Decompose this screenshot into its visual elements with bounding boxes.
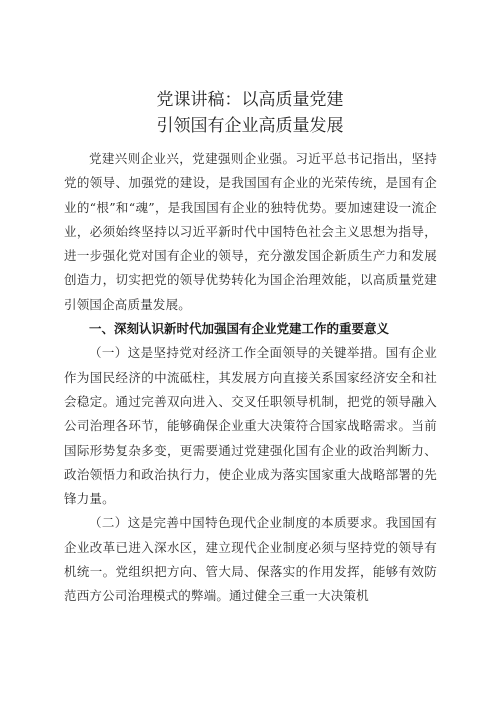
document-title-line-1: 党课讲稿：以高质量党建: [156, 90, 344, 110]
body-paragraph: （一）这是坚持党对经济工作全面领导的关键举措。国有企业作为国民经济的中流砥柱，其发展方向直接关系国家经济安全和社会稳定。通过完善双向进入、交叉任职领导机制，把党的领导融入公司治理各环节，能够确保企业重大决策符合国家战略需求。当前国际形势复杂多变，更需要通过党建强化国有企业的政治判断力、政治领悟力和政治执行力，使企业成为落实国家重大战略部署的先锋力量。: [64, 345, 437, 507]
intro-paragraph: 党建兴则企业兴，党建强则企业强。习近平总书记指出，坚持党的领导、加强党的建设，是我国国有企业的光荣传统，是国有企业的“根”和“魂”，是我国国有企业的独特优势。要加速建设一流企业，必须始终坚持以习近平新时代中国特色社会主义思想为指导，进一步强化党对国有企业的领导，充分激发国企新质生产力和发展创造力，切实把党的领导优势转化为国企治理效能，以高质量党建引领国企高质量发展。: [64, 151, 437, 312]
section-heading: 一、深刻认识新时代加强国有企业党建工作的重要意义: [89, 321, 390, 337]
document-title-line-2: 引领国有企业高质量发展: [156, 116, 344, 136]
document-body: [64, 147, 437, 609]
body-paragraph: （二）这是完善中国特色现代企业制度的本质要求。我国国有企业改革已进入深水区，建立现代企业制度必须与坚持党的领导有机统一。党组织把方向、管大局、保落实的作用发挥，能够有效防范西方公司治理模式的弊端。通过健全三重一大决策机: [64, 515, 437, 604]
